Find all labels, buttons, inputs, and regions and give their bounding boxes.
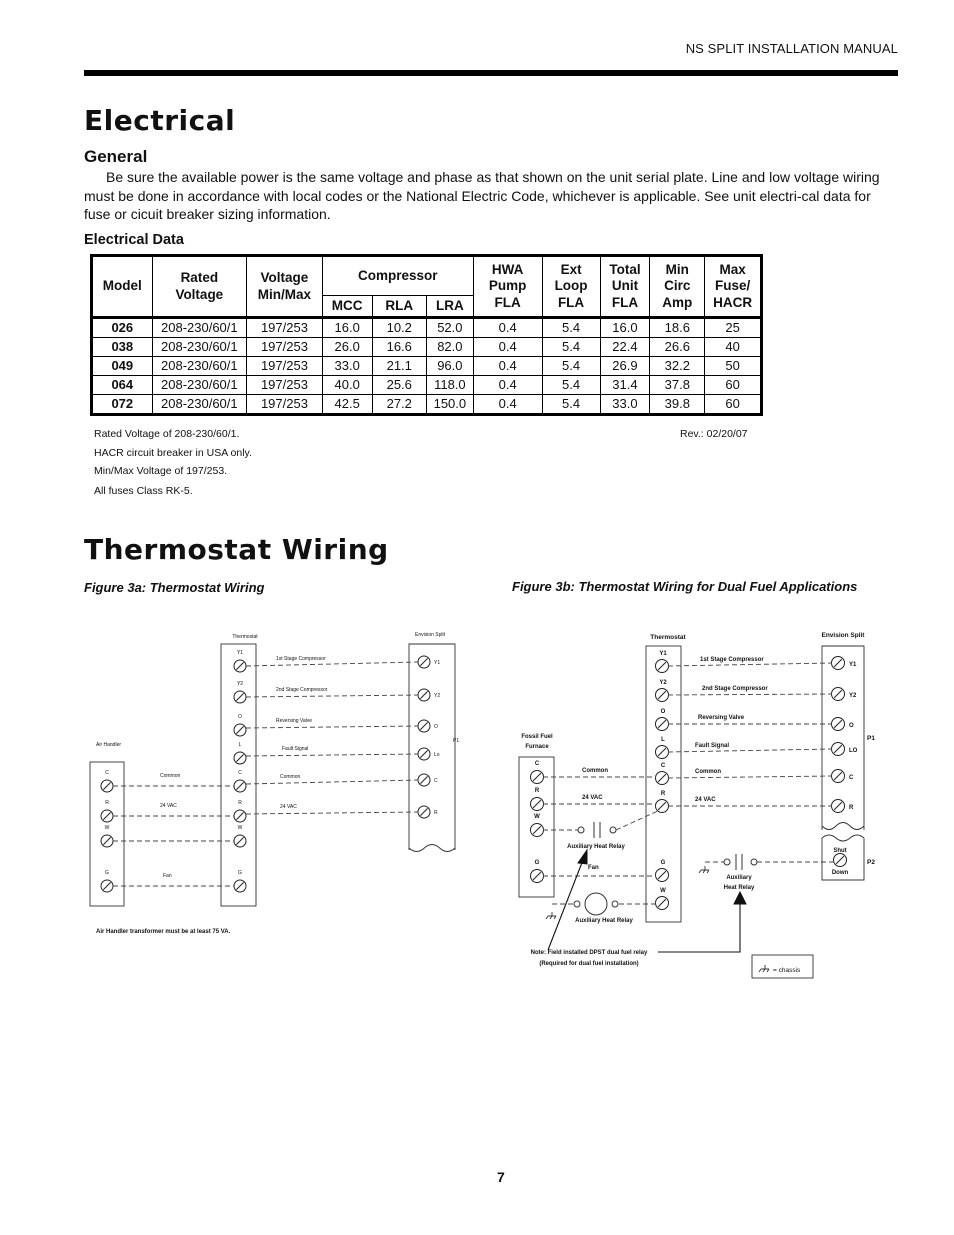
p2-label: P2 [867, 859, 875, 866]
table-cell: 049 [92, 357, 153, 376]
table-cell: 16.6 [372, 338, 427, 357]
note-arrowhead [578, 850, 587, 864]
unit-terminal-label: Lo [434, 752, 440, 758]
envision-break [409, 845, 455, 852]
table-cell: 26.0 [322, 338, 372, 357]
wire-label: 24 VAC [695, 797, 716, 803]
figure-3b-diagram [519, 632, 875, 978]
table-cell: 197/253 [247, 318, 323, 338]
relay-contact [751, 859, 757, 865]
table-cell: 32.2 [650, 357, 705, 376]
thermostat-label: Thermostat [650, 634, 686, 641]
ah-wire-label: 24 VAC [160, 803, 177, 809]
table-cell: 5.4 [542, 318, 600, 338]
unit-terminal-label: C [849, 775, 854, 781]
table-cell: 31.4 [600, 376, 650, 395]
figure-3a-caption: Figure 3a: Thermostat Wiring [84, 580, 265, 595]
thermostat-terminal-label: L [238, 742, 242, 748]
thermostat-terminal-label: Y2 [659, 680, 667, 686]
wire-label: 2nd Stage Compressor [702, 686, 768, 692]
wire-label: Reversing Valve [698, 715, 745, 721]
thermostat-terminal-label: C [660, 763, 666, 769]
thermostat-terminal-label: C [238, 770, 242, 776]
table-cell: 37.8 [650, 376, 705, 395]
table-cell: 208-230/60/1 [152, 357, 246, 376]
furnace-wire-label: Fan [588, 865, 599, 871]
thermostat-unit-wire [246, 754, 418, 756]
aux-label: Heat Relay [723, 885, 755, 891]
relay-contact [578, 827, 584, 833]
page-number: 7 [497, 1169, 505, 1185]
col-hwa-pump: HWA Pump FLA [473, 256, 542, 318]
table-cell: 16.0 [322, 318, 372, 338]
shutdown-break [822, 835, 864, 841]
wire-label: 1st Stage Compressor [700, 657, 764, 663]
unit-terminal-label: C [434, 778, 438, 784]
wire-label: 2nd Stage Compressor [276, 687, 328, 693]
table-cell: 064 [92, 376, 153, 395]
note-rated-voltage: Rated Voltage of 208-230/60/1. [94, 428, 240, 440]
unit-terminal-label: Y2 [849, 693, 857, 699]
table-cell: 0.4 [473, 376, 542, 395]
table-cell: 208-230/60/1 [152, 395, 246, 415]
figure-3b-caption: Figure 3b: Thermostat Wiring for Dual Fuel Applications [512, 579, 858, 594]
wire-label: Fault Signal [695, 743, 730, 749]
furnace-terminal-label: R [534, 788, 540, 794]
unit-terminal-label: O [434, 724, 438, 730]
table-cell: 150.0 [427, 395, 474, 415]
table-cell: 33.0 [600, 395, 650, 415]
table-cell: 026 [92, 318, 153, 338]
table-cell: 40 [705, 338, 762, 357]
unit-terminal-label: Y2 [434, 693, 441, 699]
table-cell: 82.0 [427, 338, 474, 357]
thermostat-terminal-label: G [238, 870, 242, 876]
dual-fuel-note: (Required for dual fuel installation) [539, 961, 639, 967]
col-compressor: Compressor [322, 256, 473, 296]
col-mcc: MCC [322, 296, 372, 318]
furnace-label: Furnace [525, 744, 549, 750]
thermostat-terminal-label: O [660, 709, 666, 715]
ah-terminal-label: G [105, 870, 109, 876]
section-title-thermostat: Thermostat Wiring [84, 533, 389, 566]
table-cell: 33.0 [322, 357, 372, 376]
thermostat-terminal-label: Y1 [659, 651, 667, 657]
wire-label: 24 VAC [280, 804, 297, 810]
table-cell: 197/253 [247, 376, 323, 395]
col-total-unit: Total Unit FLA [600, 256, 650, 318]
note-minmax-voltage: Min/Max Voltage of 197/253. [94, 465, 228, 477]
thermostat-terminal-label: Y2 [236, 681, 244, 687]
thermostat-terminal-label: W [660, 888, 666, 894]
unit-terminal-label: O [849, 723, 854, 729]
table-cell: 40.0 [322, 376, 372, 395]
thermostat-terminal-label: W [237, 825, 243, 831]
air-handler-note: Air Handler transformer must be at least 75 VA. [96, 929, 231, 935]
table-cell: 5.4 [542, 338, 600, 357]
table-cell: 10.2 [372, 318, 427, 338]
chassis-symbol [546, 912, 556, 919]
table-cell: 18.6 [650, 318, 705, 338]
table-cell: 21.1 [372, 357, 427, 376]
table-cell: 0.4 [473, 338, 542, 357]
table-cell: 27.2 [372, 395, 427, 415]
envision-box [409, 644, 455, 850]
revision-date: Rev.: 02/20/07 [680, 428, 748, 440]
aux-label: Auxiliary [726, 875, 752, 881]
thermostat-terminal-label: Y1 [236, 650, 244, 656]
note-arrowhead [734, 892, 746, 904]
table-cell: 5.4 [542, 357, 600, 376]
thermostat-unit-wire [246, 812, 418, 814]
col-max-fuse: Max Fuse/ HACR [705, 256, 762, 318]
subsection-general: General [84, 147, 148, 166]
table-cell: 50 [705, 357, 762, 376]
ah-terminal-label: C [105, 770, 109, 776]
thermostat-unit-wire [668, 663, 832, 666]
thermostat-terminal-label: L [661, 737, 665, 743]
table-cell: 60 [705, 376, 762, 395]
table-cell: 5.4 [542, 376, 600, 395]
table-cell: 208-230/60/1 [152, 318, 246, 338]
aux-heat-relay-coil-label: Auxiliary Heat Relay [575, 918, 633, 924]
p1-label: P1 [867, 735, 875, 742]
furnace-terminal-label: C [534, 761, 540, 767]
chassis-symbol [699, 866, 709, 873]
figure-3a-diagram [90, 632, 459, 935]
wire-label: Common [280, 774, 301, 780]
general-paragraph: Be sure the available power is the same voltage and phase as that shown on the unit serial plate. Line and low voltage wiring must be done in accordance with local codes or the National Electric Code, whichever is applicable. See unit electri-cal data for fuse or cicuit breaker sizing information. [84, 169, 880, 222]
dual-fuel-note: Note: Field installed DPST dual fuel relay [530, 950, 648, 956]
table-cell: 197/253 [247, 357, 323, 376]
thermostat-unit-wire [668, 776, 832, 778]
wire-label: 1st Stage Compressor [276, 656, 326, 662]
table-cell: 0.4 [473, 395, 542, 415]
table-cell: 52.0 [427, 318, 474, 338]
unit-terminal-label: LO [849, 748, 858, 754]
table-cell: 26.6 [650, 338, 705, 357]
furnace-terminal-label: G [534, 860, 540, 866]
thermostat-unit-wire [668, 749, 832, 752]
shutdown-label: Shut [833, 848, 847, 854]
furnace-label: Fossil Fuel [521, 734, 553, 740]
thermostat-unit-wire [246, 662, 418, 666]
unit-terminal-label: Y1 [434, 660, 441, 666]
col-rla: RLA [372, 296, 427, 318]
table-cell: 197/253 [247, 395, 323, 415]
table-cell: 39.8 [650, 395, 705, 415]
ah-terminal-label: W [104, 825, 110, 831]
shutdown-label: Down [831, 870, 849, 876]
thermostat-unit-wire [246, 780, 418, 784]
section-title-electrical: Electrical [84, 104, 236, 137]
ah-wire-label: Common [160, 773, 181, 779]
col-min-circ: Min Circ Amp [650, 256, 705, 318]
air-handler-label: Air Handler [96, 742, 122, 748]
thermostat-unit-wire [246, 695, 418, 697]
furnace-terminal-label: W [534, 814, 540, 820]
thermostat-terminal-label: R [238, 800, 242, 806]
table-cell: 208-230/60/1 [152, 376, 246, 395]
unit-terminal-label: R [434, 810, 438, 816]
table-cell: 118.0 [427, 376, 474, 395]
thermostat-unit-wire [668, 694, 832, 695]
table-cell: 60 [705, 395, 762, 415]
col-ext-loop: Ext Loop FLA [542, 256, 600, 318]
table-cell: 96.0 [427, 357, 474, 376]
table-cell: 197/253 [247, 338, 323, 357]
wire-label: Fault Signal [282, 746, 309, 752]
unit-terminal-label: Y1 [849, 662, 857, 668]
table-cell: 0.4 [473, 357, 542, 376]
ah-terminal-label: R [105, 800, 109, 806]
table-cell: 16.0 [600, 318, 650, 338]
envision-break [822, 823, 864, 830]
relay-coil [585, 893, 607, 915]
wire-label: Common [695, 769, 721, 775]
thermostat-terminal-label: G [660, 860, 666, 866]
furnace-wire-label: Common [582, 768, 608, 774]
thermostat-unit-wire [246, 726, 418, 728]
envision-split-label: Envision Split [414, 632, 446, 638]
table-cell: 5.4 [542, 395, 600, 415]
note-fuses: All fuses Class RK-5. [94, 485, 193, 497]
table-cell: 072 [92, 395, 153, 415]
thermostat-terminal-label: R [660, 791, 666, 797]
coil-terminal [612, 901, 618, 907]
envision-split-label: Envision Split [821, 632, 865, 639]
col-rated-voltage: Rated Voltage [152, 256, 246, 318]
ah-wire-label: Fan [163, 873, 172, 879]
furnace-wire-label: 24 VAC [582, 795, 603, 801]
table-cell: 42.5 [322, 395, 372, 415]
table-caption: Electrical Data [84, 232, 184, 248]
col-model: Model [92, 256, 153, 318]
relay-contact [724, 859, 730, 865]
manual-title: NS SPLIT INSTALLATION MANUAL [685, 41, 898, 56]
coil-terminal [574, 901, 580, 907]
table-cell: 26.9 [600, 357, 650, 376]
relay-contact [610, 827, 616, 833]
table-cell: 22.4 [600, 338, 650, 357]
table-cell: 208-230/60/1 [152, 338, 246, 357]
wire-label: Reversing Valve [276, 718, 313, 724]
table-cell: 25.6 [372, 376, 427, 395]
table-cell: 25 [705, 318, 762, 338]
aux-heat-relay-label: Auxiliary Heat Relay [567, 844, 625, 850]
chassis-legend-label: = chassis [773, 967, 801, 974]
thermostat-label: Thermostat [232, 634, 258, 640]
table-cell: 038 [92, 338, 153, 357]
col-voltage-minmax: Voltage Min/Max [247, 256, 323, 318]
note-hacr: HACR circuit breaker in USA only. [94, 447, 252, 459]
unit-terminal-label: R [849, 805, 854, 811]
p1-label: P1 [453, 738, 460, 744]
col-lra: LRA [427, 296, 474, 318]
thermostat-terminal-label: O [238, 714, 242, 720]
table-cell: 0.4 [473, 318, 542, 338]
